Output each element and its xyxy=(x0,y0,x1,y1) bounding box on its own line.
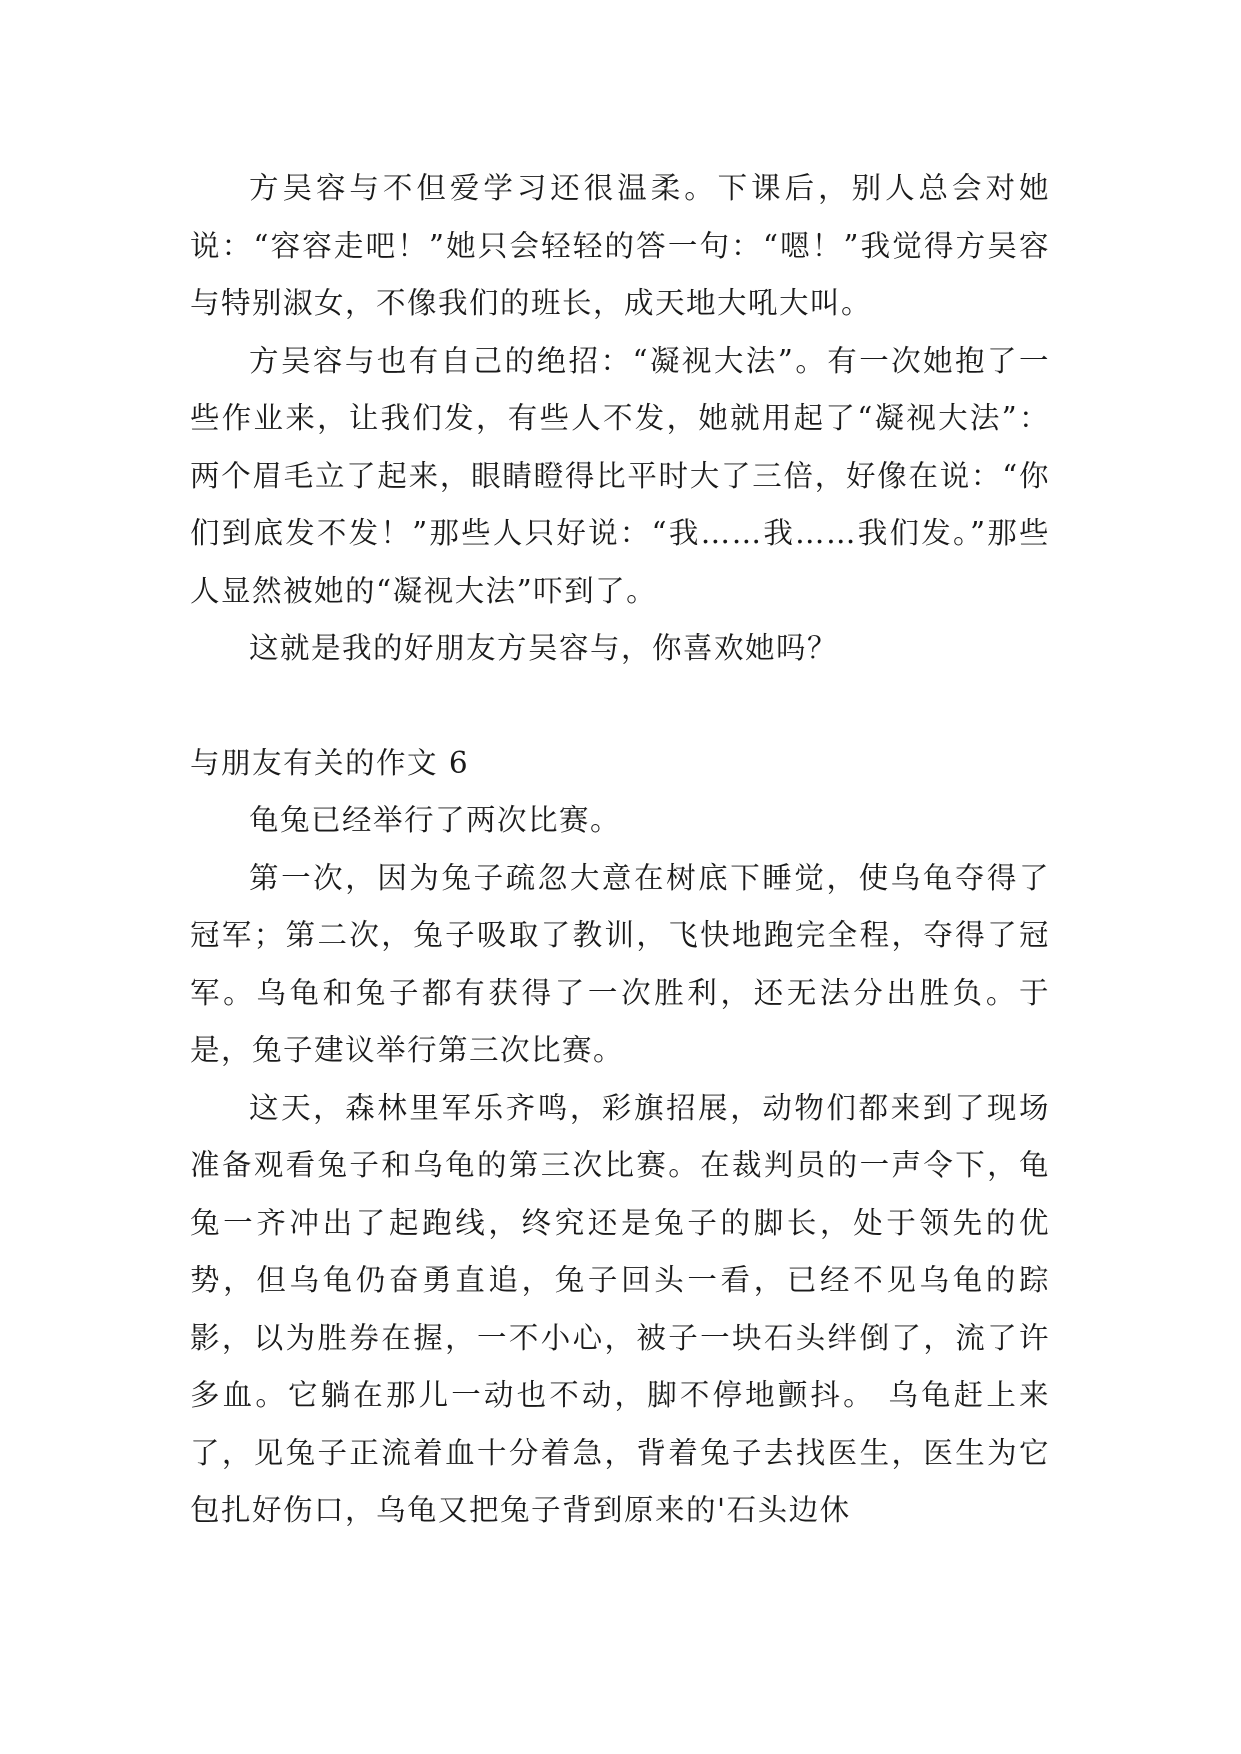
paragraph: 方吴容与不但爱学习还很温柔。下课后，别人总会对她说：“容容走吧！”她只会轻轻的答一句：“嗯！”我觉得方吴容与特别淑女，不像我们的班长，成天地大吼大叫。 xyxy=(190,171,1050,320)
paragraph: 这天，森林里军乐齐鸣，彩旗招展，动物们都来到了现场准备观看兔子和乌龟的第三次比赛。在裁判员的一声令下，龟兔一齐冲出了起跑线，终究还是兔子的脚长，处于领先的优势，但乌龟仍奋勇直追，兔子回头一看，已经不见乌龟的踪影，以为胜券在握，一不小心，被子一块石头绊倒了，流了许多血。它躺在那儿一动也不动，脚不停地颤抖。 乌龟赶上来了，见兔子正流着血十分着急，背着兔子去找医生，医生为它包扎好伤口，乌龟又把兔子背到原来的'石头边休 xyxy=(190,1090,1050,1527)
section-heading: 与朋友有关的作文 6 xyxy=(190,745,470,780)
paragraph: 第一次，因为兔子疏忽大意在树底下睡觉，使乌龟夺得了冠军；第二次，兔子吸取了教训，飞快地跑完全程，夺得了冠军。乌龟和兔子都有获得了一次胜利，还无法分出胜负。于是，兔子建议举行第三次比赛。 xyxy=(190,860,1050,1067)
paragraph: 方吴容与也有自己的绝招：“凝视大法”。有一次她抱了一些作业来，让我们发，有些人不发，她就用起了“凝视大法”：两个眉毛立了起来，眼睛瞪得比平时大了三倍，好像在说：“你们到底发不发！”那些人只好说：“我……我……我们发。”那些人显然被她的“凝视大法”吓到了。 xyxy=(190,343,1050,608)
document-page xyxy=(190,160,1050,1540)
paragraph: 龟兔已经举行了两次比赛。 xyxy=(249,803,622,837)
section-spacer xyxy=(190,678,1050,735)
paragraph: 这就是我的好朋友方吴容与，你喜欢她吗？ xyxy=(249,631,839,665)
